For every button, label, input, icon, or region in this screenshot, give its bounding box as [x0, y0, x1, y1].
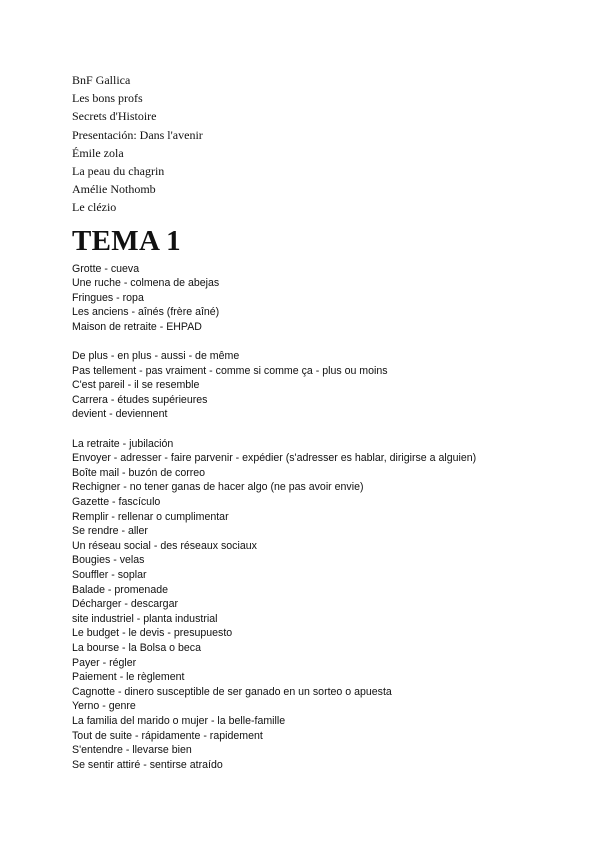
vocab-item: Se rendre - aller [72, 525, 148, 538]
vocab-item: Se sentir attiré - sentirse atraído [72, 758, 223, 771]
vocab-item: Fringues - ropa [72, 291, 144, 304]
vocab-item: Une ruche - colmena de abejas [72, 277, 220, 290]
reference-item: Amélie Nothomb [72, 182, 156, 197]
reference-item: Émile zola [72, 145, 124, 160]
vocab-item: Balade - promenade [72, 583, 168, 596]
vocab-item: Boîte mail - buzón de correo [72, 466, 206, 479]
vocab-item: Pas tellement - pas vraiment - comme si comme ça - plus ou moins [72, 364, 388, 377]
vocab-item: De plus - en plus - aussi - de même [72, 350, 240, 363]
vocab-item: La retraite - jubilación [72, 437, 174, 450]
reference-item: Presentación: Dans l'avenir [72, 127, 203, 142]
vocab-item: Remplir - rellenar o cumplimentar [72, 510, 229, 523]
vocab-item: Un réseau social - des réseaux sociaux [72, 539, 257, 552]
vocab-item: Paiement - le règlement [72, 671, 185, 684]
reference-item: Les bons profs [72, 91, 143, 106]
vocab-item: S'entendre - llevarse bien [72, 744, 192, 757]
vocab-item: Souffler - soplar [72, 568, 147, 581]
vocab-item: La familia del marido o mujer - la belle-famille [72, 714, 286, 727]
vocab-item: Rechigner - no tener ganas de hacer algo (ne pas avoir envie) [72, 481, 364, 494]
vocab-item: Les anciens - aînés (frère aîné) [72, 306, 220, 319]
document-page [72, 71, 572, 772]
vocab-item: Le budget - le devis - presupuesto [72, 627, 233, 640]
reference-item: Le clézio [72, 200, 117, 215]
vocab-item: Yerno - genre [72, 700, 136, 713]
vocab-item: Maison de retraite - EHPAD [72, 320, 202, 333]
vocab-group-1 [72, 262, 572, 335]
reference-item: Secrets d'Histoire [72, 109, 157, 124]
vocab-item: Carrera - études supérieures [72, 393, 208, 406]
section-heading: TEMA 1 [72, 224, 181, 257]
vocab-item: Cagnotte - dinero susceptible de ser ganado en un sorteo o apuesta [72, 685, 392, 698]
reference-item: La peau du chagrin [72, 163, 165, 178]
vocab-item: La bourse - la Bolsa o beca [72, 641, 201, 654]
vocab-item: Gazette - fascículo [72, 496, 161, 508]
vocab-item: C'est pareil - il se resemble [72, 379, 200, 392]
vocab-item: site industriel - planta industrial [72, 612, 218, 625]
vocab-item: Tout de suite - rápidamente - rapidement [72, 729, 263, 742]
vocab-item: Payer - régler [72, 656, 137, 669]
reference-item: BnF Gallica [72, 73, 131, 87]
vocab-item: devient - deviennent [72, 408, 168, 421]
vocab-item: Envoyer - adresser - faire parvenir - expédier (s'adresser es hablar, dirigirse a alguien) [72, 452, 477, 465]
vocab-group-3 [72, 437, 572, 773]
reference-list [72, 71, 572, 217]
vocab-item: Décharger - descargar [72, 598, 178, 611]
vocab-item: Grotte - cueva [72, 262, 140, 275]
vocab-group-2 [72, 349, 572, 422]
vocab-item: Bougies - velas [72, 554, 145, 567]
